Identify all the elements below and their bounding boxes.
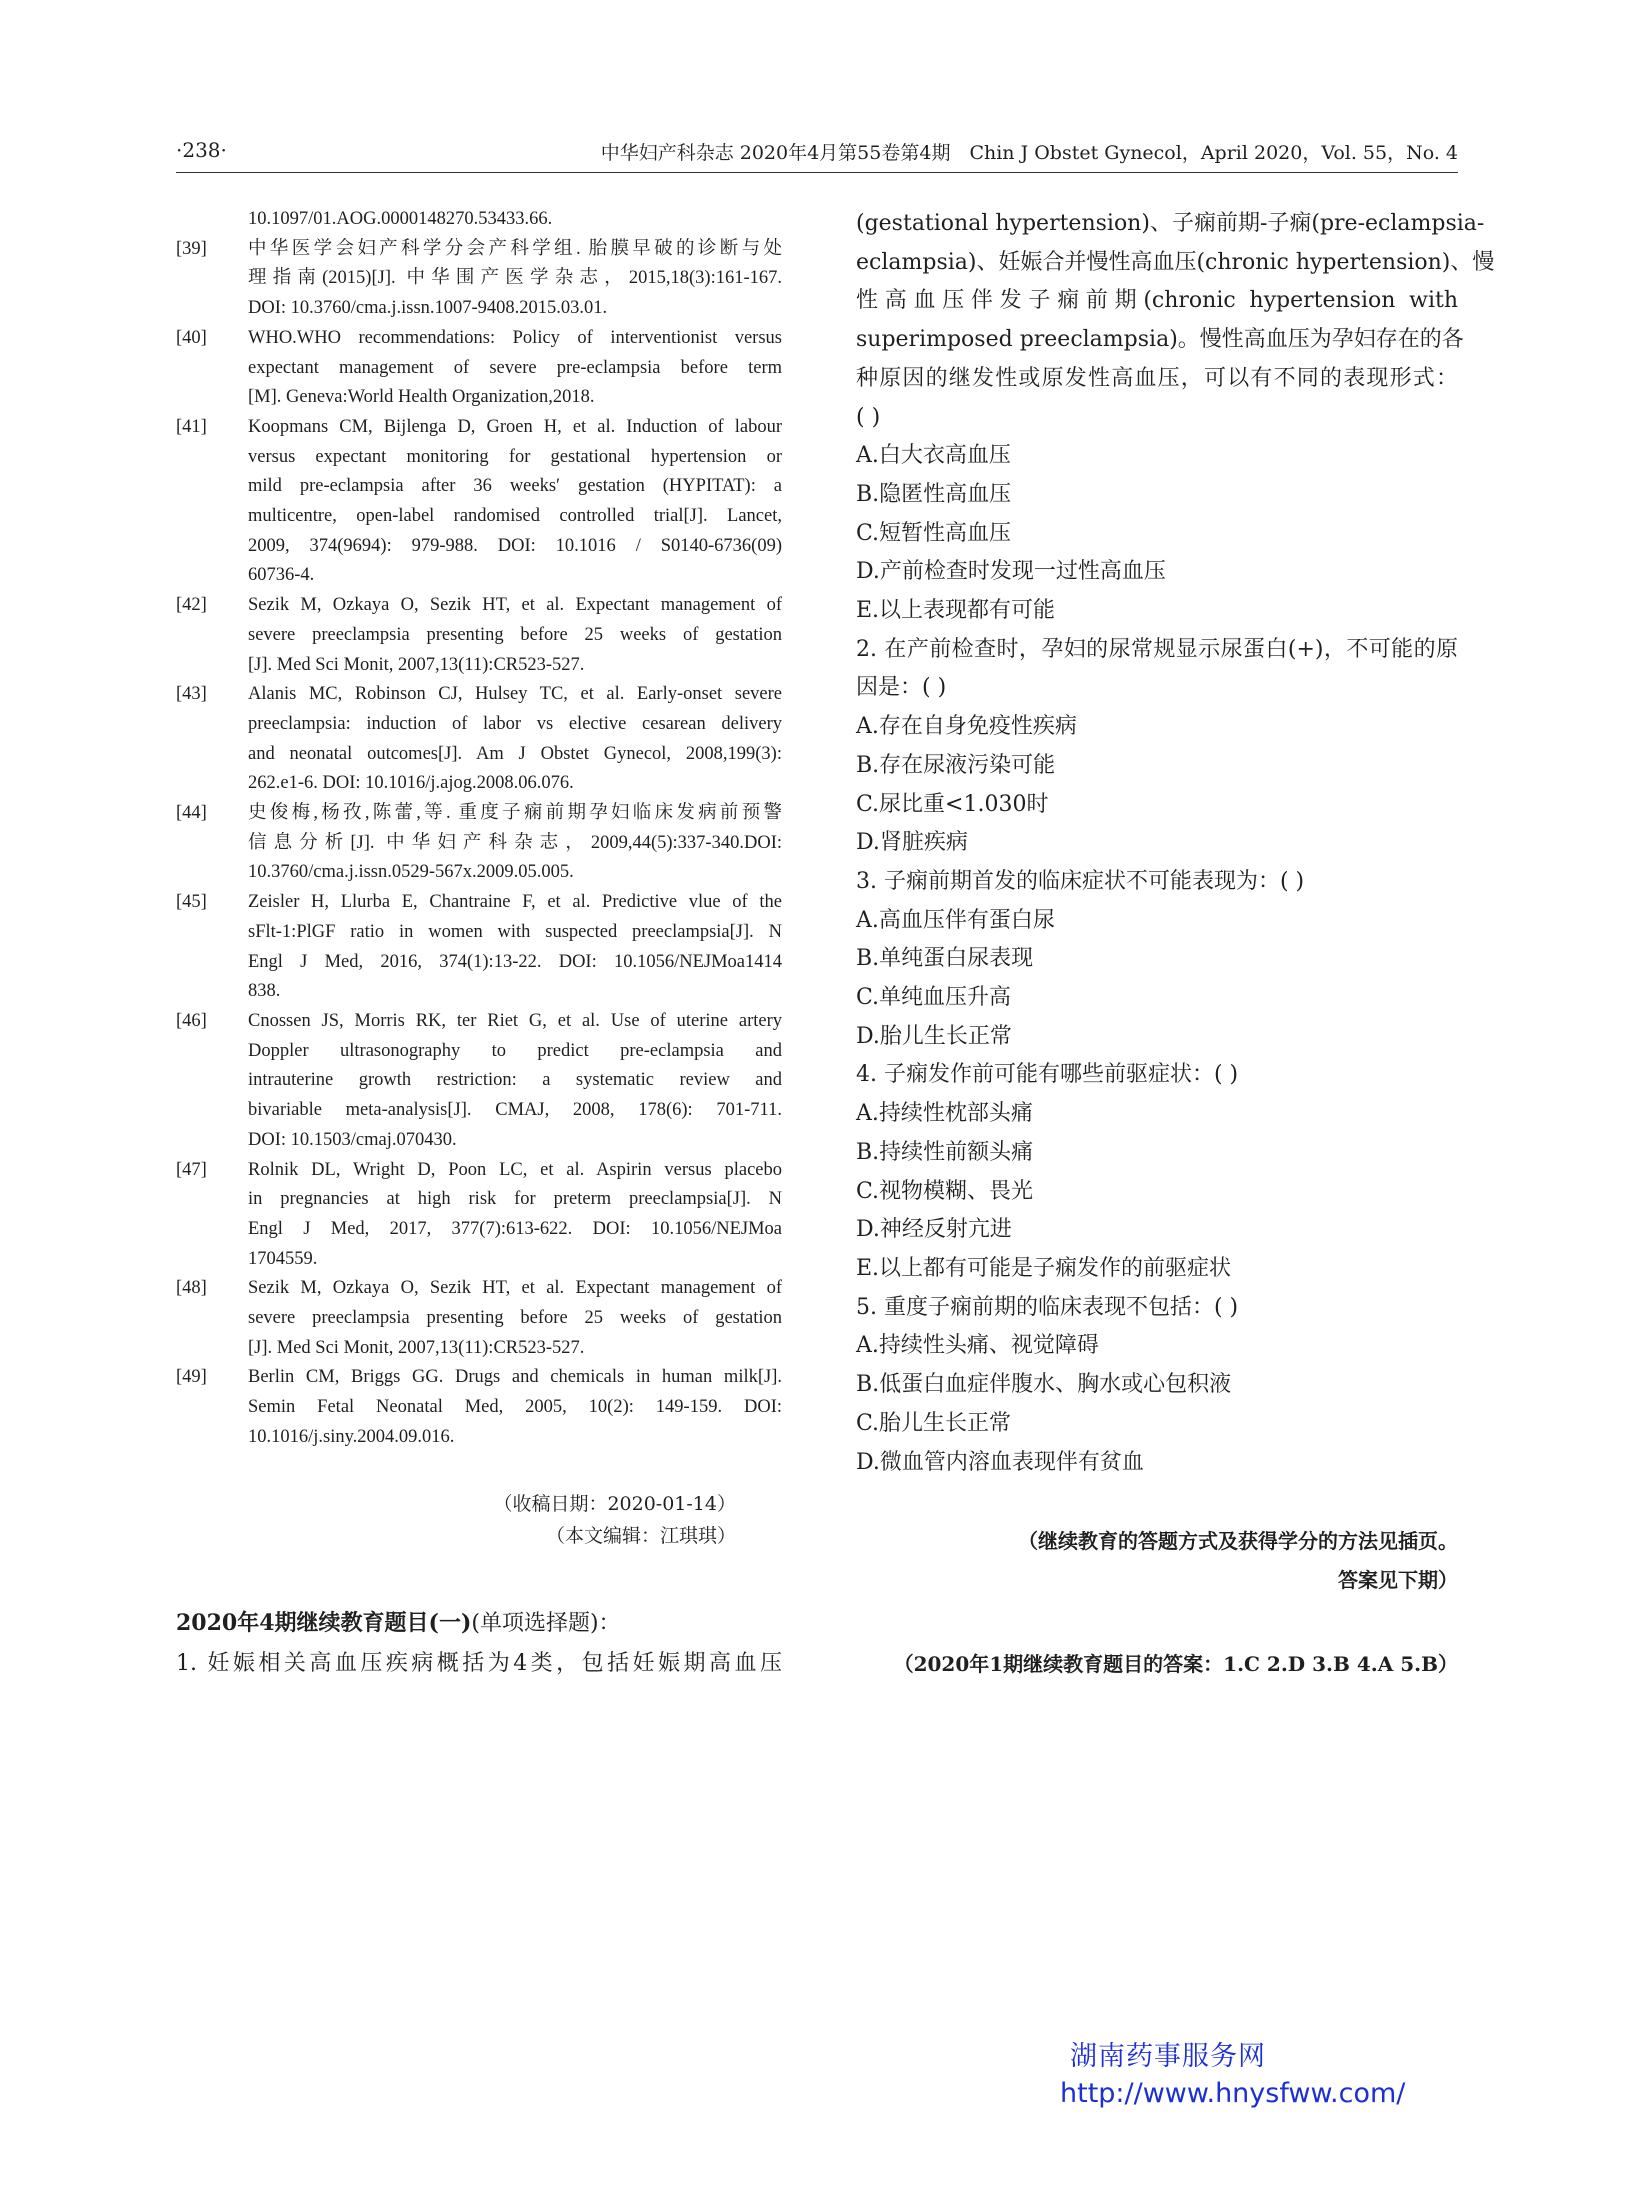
question-text-line: B.单纯蛋白尿表现	[856, 946, 1034, 972]
reference-line: 10.1097/01.AOG.0000148270.53433.66.	[248, 209, 553, 229]
question-text-line: D.胎儿生长正常	[856, 1023, 1012, 1049]
question-text-line: B.低蛋白血症伴腹水、胸水或心包积液	[856, 1372, 1232, 1398]
reference-item	[176, 413, 782, 591]
question-text-line: 3. 子痫前期首发的临床症状不可能表现为：( )	[856, 868, 1305, 894]
question-text-line: 种原因的继发性或原发性高血压，可以有不同的表现形式：	[856, 365, 1458, 391]
reference-number: [49]	[176, 1367, 207, 1388]
reference-line: 262.e1-6. DOI: 10.1016/j.ajog.2008.06.076.	[248, 773, 574, 794]
page-number: ·238·	[176, 138, 227, 162]
question-text-line: E.以上都有可能是子痫发作的前驱症状	[856, 1255, 1232, 1281]
reference-item	[176, 205, 782, 235]
reference-line: 史俊梅,杨孜,陈蕾,等. 重度子痫前期孕妇临床发病前预警	[248, 803, 782, 824]
reference-line: versus expectant monitoring for gestational hypertension or	[248, 446, 782, 467]
reference-number: [47]	[176, 1159, 207, 1180]
reference-item	[176, 1007, 782, 1156]
question-text-line: D.肾脏疾病	[856, 830, 968, 856]
reference-item	[176, 1274, 782, 1363]
questions-column	[856, 205, 1495, 1482]
question-text-line: 性高血压伴发子痫前期(chronic hypertension with	[856, 288, 1458, 314]
question-text-line: A.存在自身免疫性疾病	[856, 714, 1077, 740]
journal-citation: 中华妇产科杂志 2020年4月第55卷第4期 Chin J Obstet Gynecol，April 2020，Vol. 55，No. 4	[600, 142, 1458, 164]
reference-line: [J]. Med Sci Monit, 2007,13(11):CR523-527.	[248, 654, 585, 675]
question-text-line: superimposed preeclampsia)。慢性高血压为孕妇存在的各	[856, 327, 1464, 353]
editor-line: （本文编辑：江琪琪）	[545, 1525, 736, 1547]
reference-line: 理指南(2015)[J]. 中华围产医学杂志，2015,18(3):161-167.	[248, 268, 782, 289]
question-text-line: B.存在尿液污染可能	[856, 752, 1056, 778]
previous-answers-note: （2020年1期继续教育题目的答案：1.C 2.D 3.B 4.A 5.B）	[893, 1652, 1458, 1676]
reference-item	[176, 888, 782, 1007]
reference-line: [M]. Geneva:World Health Organization,2018.	[248, 387, 595, 408]
question-text-line: 4. 子痫发作前可能有哪些前驱症状：( )	[856, 1062, 1239, 1088]
question-text-line: A.持续性枕部头痛	[856, 1101, 1033, 1127]
watermark	[1060, 2038, 1405, 2112]
reference-item	[176, 799, 782, 888]
question-text-line: B.隐匿性高血压	[856, 481, 1012, 507]
question-text-line: 2. 在产前检查时，孕妇的尿常规显示尿蛋白(+)，不可能的原	[856, 636, 1458, 662]
edu-title-bold: 2020年4期继续教育题目(一)	[176, 1610, 472, 1636]
reference-item	[176, 680, 782, 799]
reference-number: [43]	[176, 684, 207, 705]
question-text-line: C.胎儿生长正常	[856, 1410, 1012, 1436]
reference-line: [J]. Med Sci Monit, 2007,13(11):CR523-527.	[248, 1337, 585, 1358]
reference-number: [48]	[176, 1278, 207, 1299]
reference-number: [39]	[176, 238, 207, 259]
question-text-line: (gestational hypertension)、子痫前期-子痫(pre-eclampsia-	[856, 211, 1485, 236]
reference-line: Engl J Med, 2016, 374(1):13-22. DOI: 10.1056/NEJMoa1414	[248, 951, 782, 972]
reference-line: 中华医学会妇产科学分会产科学组. 胎膜早破的诊断与处	[248, 238, 782, 259]
question-text-line: 5. 重度子痫前期的临床表现不包括：( )	[856, 1294, 1239, 1320]
reference-line: Sezik M, Ozkaya O, Sezik HT, et al. Expectant management of	[248, 1278, 782, 1299]
received-date: （收稿日期：2020-01-14）	[493, 1493, 736, 1515]
watermark-url[interactable]: http://www.hnysfww.com/	[1060, 2078, 1406, 2109]
reference-line: Zeisler H, Llurba E, Chantraine F, et al. Predictive vlue of the	[248, 892, 782, 913]
reference-number: [42]	[176, 595, 207, 616]
reference-line: Berlin CM, Briggs GG. Drugs and chemicals in human milk[J].	[248, 1367, 782, 1388]
reference-line: Cnossen JS, Morris RK, ter Riet G, et al. Use of uterine artery	[248, 1010, 782, 1031]
question-1-start: 1. 妊娠相关高血压疾病概括为4类，包括妊娠期高血压	[176, 1651, 782, 1676]
reference-line: 60736-4.	[248, 565, 315, 586]
reference-number: [41]	[176, 416, 207, 437]
question-text-line: C.视物模糊、畏光	[856, 1178, 1034, 1204]
question-text-line: B.持续性前额头痛	[856, 1139, 1034, 1165]
reference-line: Rolnik DL, Wright D, Poon LC, et al. Aspirin versus placebo	[248, 1159, 782, 1180]
method-note-line2: 答案见下期）	[1338, 1568, 1458, 1592]
reference-item	[176, 235, 782, 324]
watermark-name: 湖南药事服务网	[1070, 2041, 1266, 2072]
edu-title-type: (单项选择题)：	[471, 1611, 621, 1636]
reference-line: mild pre-eclampsia after 36 weeks′ gestation (HYPITAT): a	[248, 476, 782, 497]
reference-line: Engl J Med, 2017, 377(7):613-622. DOI: 10.1056/NEJMoa	[248, 1218, 782, 1239]
reference-line: preeclampsia: induction of labor vs elective cesarean delivery	[248, 713, 782, 734]
reference-line: WHO.WHO recommendations: Policy of interventionist versus	[248, 327, 782, 348]
reference-line: severe preeclampsia presenting before 25 weeks of gestation	[248, 1308, 782, 1329]
reference-number: [40]	[176, 327, 207, 348]
reference-list	[176, 205, 782, 1453]
reference-line: Semin Fetal Neonatal Med, 2005, 10(2): 149-159. DOI:	[248, 1397, 782, 1418]
question-text-line: E.以上表现都有可能	[856, 598, 1056, 624]
question-text-line: C.尿比重<1.030时	[856, 791, 1049, 817]
reference-line: Sezik M, Ozkaya O, Sezik HT, et al. Expectant management of	[248, 595, 782, 616]
reference-line: severe preeclampsia presenting before 25 weeks of gestation	[248, 624, 782, 645]
question-text-line: C.短暂性高血压	[856, 520, 1012, 546]
reference-line: DOI: 10.3760/cma.j.issn.1007-9408.2015.03.01.	[248, 298, 608, 319]
reference-item	[176, 1363, 782, 1452]
question-text-line: C.单纯血压升高	[856, 985, 1012, 1011]
reference-number: [46]	[176, 1010, 207, 1031]
reference-line: DOI: 10.1503/cmaj.070430.	[248, 1129, 457, 1150]
reference-line: in pregnancies at high risk for preterm preeclampsia[J]. N	[248, 1189, 782, 1210]
reference-line: multicentre, open-label randomised controlled trial[J]. Lancet,	[248, 506, 782, 527]
method-note-line1: （继续教育的答题方式及获得学分的方法见插页。	[1018, 1529, 1458, 1553]
reference-line: Alanis MC, Robinson CJ, Hulsey TC, et al. Early-onset severe	[248, 684, 782, 705]
question-text-line: A.白大衣高血压	[856, 443, 1011, 469]
question-text-line: D.神经反射亢进	[856, 1217, 1012, 1243]
continuing-education-title	[176, 1606, 621, 1637]
received-info	[176, 1488, 736, 1552]
question-text-line: D.产前检查时发现一过性高血压	[856, 559, 1166, 585]
running-header	[176, 138, 1458, 173]
reference-number: [45]	[176, 892, 207, 913]
reference-number	[176, 205, 248, 235]
reference-item	[176, 324, 782, 413]
reference-line: sFlt-1:PlGF ratio in women with suspected preeclampsia[J]. N	[248, 921, 782, 942]
reference-item	[176, 1156, 782, 1275]
reference-item	[176, 591, 782, 680]
reference-line: 1704559.	[248, 1248, 318, 1269]
reference-line: Koopmans CM, Bijlenga D, Groen H, et al. Induction of labour	[248, 416, 782, 437]
reference-line: 10.3760/cma.j.issn.0529-567x.2009.05.005.	[248, 862, 574, 883]
reference-line: 838.	[248, 981, 281, 1002]
question-text-line: A.高血压伴有蛋白尿	[856, 907, 1055, 933]
question-text-line: eclampsia)、妊娠合并慢性高血压(chronic hypertension)、慢	[856, 249, 1495, 275]
reference-line: Doppler ultrasonography to predict pre-eclampsia and	[248, 1040, 782, 1061]
question-text-line: D.微血管内溶血表现伴有贫血	[856, 1449, 1144, 1475]
reference-line: bivariable meta-analysis[J]. CMAJ, 2008, 178(6): 701-711.	[248, 1100, 782, 1121]
reference-number: [44]	[176, 803, 207, 824]
reference-line: 10.1016/j.siny.2004.09.016.	[248, 1426, 455, 1447]
question-text-line: A.持续性头痛、视觉障碍	[856, 1333, 1099, 1359]
reference-line: 信息分析[J]. 中华妇产科杂志，2009,44(5):337-340.DOI:	[248, 832, 782, 853]
reference-line: expectant management of severe pre-eclampsia before term	[248, 357, 782, 378]
question-text-line: 因是：( )	[856, 675, 947, 701]
reference-line: intrauterine growth restriction: a systematic review and	[248, 1070, 782, 1091]
reference-line: 2009, 374(9694): 979-988. DOI: 10.1016 / S0140-6736(09)	[248, 535, 782, 556]
reference-line: and neonatal outcomes[J]. Am J Obstet Gynecol, 2008,199(3):	[248, 743, 782, 764]
question-text-line: ( )	[856, 404, 881, 430]
